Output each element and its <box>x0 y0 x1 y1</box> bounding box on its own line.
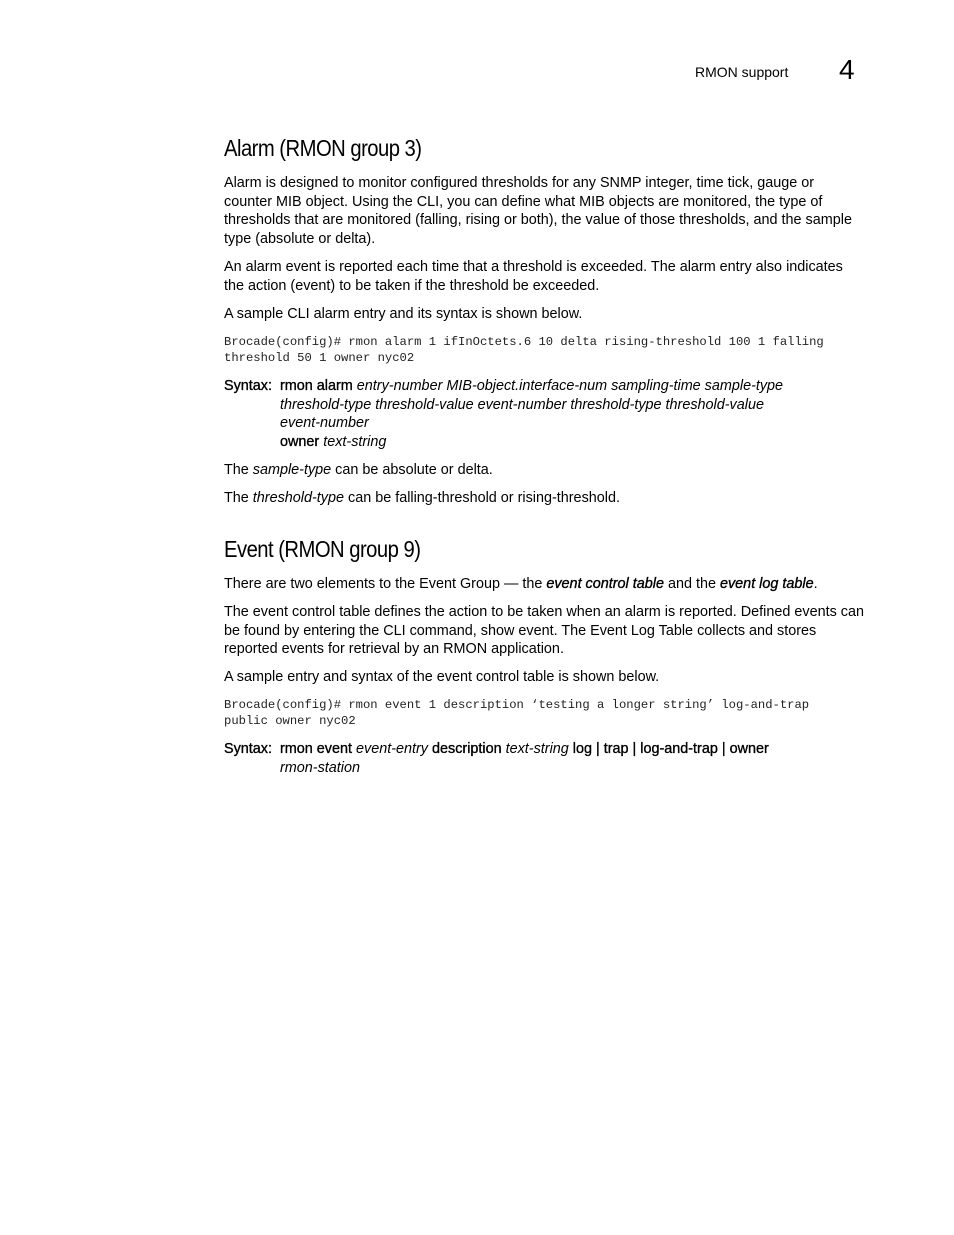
running-head-title: RMON support <box>695 64 789 80</box>
event-code-line-2: public owner nyc02 <box>224 714 356 728</box>
event-paragraph-1-wrap <box>224 575 866 594</box>
alarm-paragraph-3: A sample CLI alarm entry and its syntax is shown below. <box>224 306 583 322</box>
alarm-code-block <box>224 334 866 366</box>
event-section <box>224 535 866 563</box>
event-syntax-entry-arg: event-entry <box>356 741 428 757</box>
sample-type-post: can be absolute or delta. <box>331 462 493 478</box>
event-paragraph-2: The event control table defines the action to be taken when an alarm is reported. Defined events can be found by entering the CLI command, show event. The Event Log Table collects and stores reported events for retrieval by an RMON application. <box>224 604 864 658</box>
alarm-syntax-command: rmon alarm <box>280 378 353 394</box>
sample-type-pre: The <box>224 462 253 478</box>
chapter-number: 4 <box>839 54 855 85</box>
event-paragraph-1 <box>224 575 866 594</box>
alarm-syntax <box>224 377 866 451</box>
alarm-code-line-2: threshold 50 1 owner nyc02 <box>224 351 415 365</box>
alarm-syntax-args-1: entry-number MIB-object.interface-num sampling-time sample-type <box>356 378 784 394</box>
alarm-syntax-args-2: threshold-type threshold-value event-number threshold-type threshold-value <box>280 396 764 413</box>
event-syntax-command: rmon event <box>280 741 352 757</box>
event-syntax-options: log | trap | log-and-trap | owner <box>572 741 769 757</box>
event-syntax-label: Syntax: <box>224 741 272 757</box>
alarm-heading: Alarm (RMON group 3) <box>224 135 422 161</box>
event-p1-pre: There are two elements to the Event Group — the <box>224 576 547 592</box>
sample-type-term: sample-type <box>252 462 332 478</box>
event-paragraph-2-wrap <box>224 603 866 659</box>
alarm-syntax-owner-arg: text-string <box>323 433 387 450</box>
threshold-type-post: can be falling-threshold or rising-threshold. <box>344 490 620 506</box>
threshold-type-term: threshold-type <box>252 490 344 506</box>
alarm-code-line-1: Brocade(config)# rmon alarm 1 ifInOctets.6 10 delta rising-threshold 100 1 falling <box>224 335 824 349</box>
event-control-table-term: event control table <box>546 576 664 592</box>
event-p1-post: . <box>813 576 818 592</box>
event-paragraph-3: A sample entry and syntax of the event control table is shown below. <box>224 669 660 685</box>
alarm-paragraph-1: Alarm is designed to monitor configured thresholds for any SNMP integer, time tick, gauge or counter MIB object. Using the CLI, you can define what MIB objects are monitored, the type of thresholds that are monitored (falling, rising or both), the value of those thresholds, and the sample type (absolute or delta). <box>224 175 852 247</box>
sample-type-note <box>224 461 866 480</box>
event-heading: Event (RMON group 9) <box>224 536 421 562</box>
alarm-section <box>224 134 866 162</box>
event-code-block <box>224 697 866 729</box>
event-syntax-text-arg: text-string <box>505 741 569 757</box>
event-syntax-description: description <box>432 741 502 757</box>
event-syntax <box>224 740 866 777</box>
alarm-paragraph-1-wrap <box>224 174 866 248</box>
event-p1-mid: and the <box>663 576 720 592</box>
event-log-table-term: event log table <box>719 576 814 592</box>
threshold-type-note <box>224 489 866 508</box>
alarm-syntax-args-3: event-number <box>280 415 369 432</box>
threshold-type-pre: The <box>224 490 253 506</box>
alarm-paragraph-2-wrap <box>224 258 866 295</box>
event-code-line-1: Brocade(config)# rmon event 1 description ‘testing a longer string’ log-and-trap <box>224 698 810 712</box>
alarm-paragraph-2: An alarm event is reported each time that a threshold is exceeded. The alarm entry also indicates the action (event) to be taken if the threshold be exceeded. <box>224 259 843 294</box>
alarm-syntax-label: Syntax: <box>224 378 272 394</box>
event-syntax-station-arg: rmon-station <box>280 759 360 776</box>
event-paragraph-3-wrap <box>224 668 866 687</box>
alarm-paragraph-3-wrap <box>224 305 866 324</box>
alarm-syntax-owner: owner <box>280 433 320 450</box>
